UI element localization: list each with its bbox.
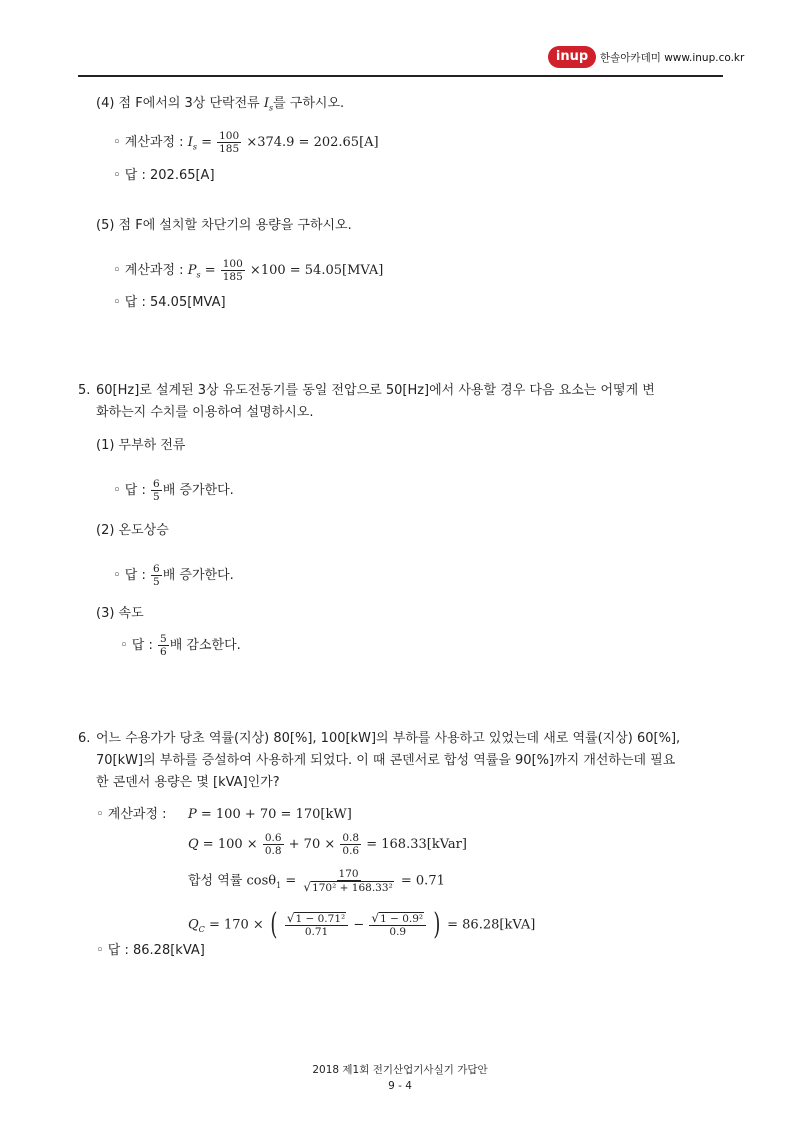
footer-page: 9 - 4 — [388, 1080, 412, 1092]
q6-text-line1: 어느 수용가가 당초 역률(지상) 80[%], 100[kW]의 부하를 사용하고 있었는데 새로 역률(지상) 60[%], — [96, 731, 681, 746]
q5-item2-answer: ◦ 답 : $\frac{6}{5}$ 배 증가한다. — [113, 563, 234, 588]
header-rule — [78, 75, 723, 77]
q5-item2-title: (2) 온도상승 — [96, 523, 169, 538]
q5-item1-answer: ◦ 답 : $\frac{6}{5}$ 배 증가한다. — [113, 478, 234, 503]
q4-sub4-title: (4) 점 F에서의 3상 단락전류 $I_s$를 구하시오. — [96, 96, 345, 113]
footer-exam: 2018 제1회 전기산업기사실기 가답안 — [312, 1064, 488, 1076]
q5-text-line1: 60[Hz]로 설계된 3상 유도전동기를 동일 전압으로 50[Hz]에서 사용할 경우 다음 요소는 어떻게 변 — [96, 383, 655, 398]
fraction: $\frac{\text{√1 − 0.71²}}{0.71}$ — [285, 912, 348, 938]
fraction: $\frac{0.6}{0.8}$ — [264, 832, 282, 857]
q4-sub5-answer: ◦ 답 : 54.05[MVA] — [113, 295, 226, 310]
q5-item3-title: (3) 속도 — [96, 606, 144, 621]
q5-text-line2: 화하는지 수치를 이용하여 설명하시오. — [96, 405, 314, 420]
q6-eq1: P = 100 + 70 = 170[kW] — [188, 807, 352, 822]
q6-answer: ◦ 답 : 86.28[kVA] — [96, 943, 205, 958]
fraction: $\frac{100}{185}$ — [222, 258, 243, 283]
q6-text-line3: 한 콘덴서 용량은 몇 [kVA]인가? — [96, 775, 280, 790]
q6-text-line2: 70[kW]의 부하를 증설하여 사용하게 되었다. 이 때 콘덴서로 합성 역률을 90[%]까지 개선하는데 필요 — [96, 753, 676, 768]
inup-logo: inup — [548, 46, 596, 68]
brand-name: 한솔아카데미 — [600, 52, 661, 64]
q4-sub5-title: (5) 점 F에 설치할 차단기의 용량을 구하시오. — [96, 218, 352, 233]
q4-sub4-answer: ◦ 답 : 202.65[A] — [113, 168, 215, 183]
brand-text — [600, 50, 744, 65]
q6-calc-label: ◦ 계산과정 : — [96, 807, 167, 822]
site-url: www.inup.co.kr — [664, 52, 745, 64]
fraction: $\frac{\text{√1 − 0.9²}}{0.9}$ — [369, 912, 426, 938]
q6-eq4: $Q_C = 170$ × ( $\frac{\text{√1 − 0.71²}}{0.71}$ − $\frac{\text{√1 − 0.9²}}{0.9}$ ) = 86.28[kVA] — [188, 907, 536, 942]
fraction: $\frac{0.8}{0.6}$ — [342, 832, 360, 857]
q6-eq3: 합성 역률 cosθ$_1$ = $\frac{170}{\text{√170² + 168.33²}}$ = 0.71 — [188, 868, 445, 894]
q5-item1-title: (1) 무부하 전류 — [96, 438, 186, 453]
fraction: $\frac{170}{\text{√170² + 168.33²}}$ — [303, 868, 393, 894]
q5-number: 5. — [78, 383, 91, 398]
fraction: $\frac{100}{185}$ — [219, 130, 240, 155]
q4-sub4-calc: ◦ 계산과정 : $I_s$ = $\frac{100}{185}$ ×374.9 = 202.65[A] — [113, 130, 379, 155]
fraction: $\frac{5}{6}$ — [160, 633, 167, 658]
q5-item3-answer: ◦ 답 : $\frac{5}{6}$ 배 감소한다. — [120, 633, 241, 658]
q6-eq2: Q = 100 × $\frac{0.6}{0.8}$ + 70 × $\frac{0.8}{0.6}$ = 168.33[kVar] — [188, 832, 467, 857]
q4-sub5-calc: ◦ 계산과정 : $P_s$ = $\frac{100}{185}$ ×100 = 54.05[MVA] — [113, 258, 384, 283]
fraction: $\frac{6}{5}$ — [153, 478, 160, 503]
q6-number: 6. — [78, 731, 91, 746]
fraction: $\frac{6}{5}$ — [153, 563, 160, 588]
